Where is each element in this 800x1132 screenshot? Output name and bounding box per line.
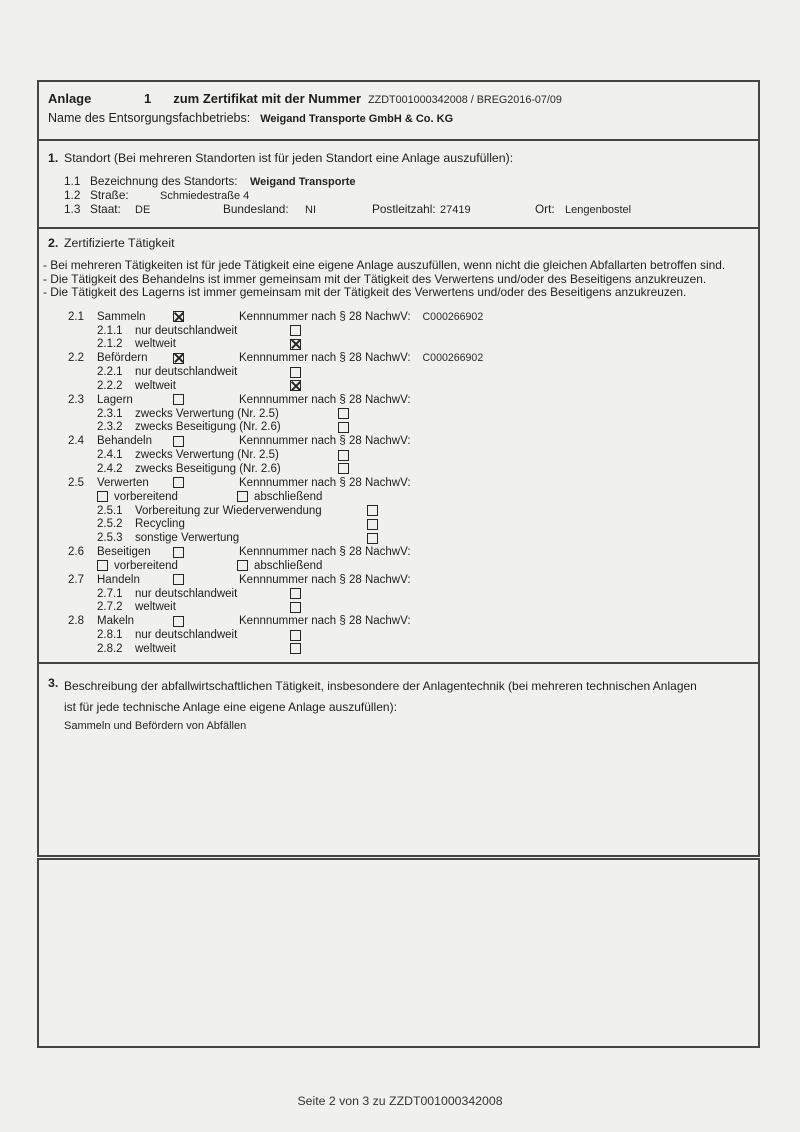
subrow-label: zwecks Verwertung (Nr. 2.5) [135, 449, 279, 462]
strasse-label: Straße: [90, 188, 129, 202]
subrow-label: weltweit [135, 338, 176, 351]
activity-label: Beseitigen [97, 546, 151, 559]
wiederverwendung-checkbox[interactable] [367, 505, 378, 516]
behandeln-checkbox[interactable] [173, 436, 184, 447]
subrow-num: 2.7.2 [97, 601, 123, 614]
abschliessend-label: abschließend [254, 490, 323, 503]
activity-subrow [97, 407, 758, 421]
section1-heading [48, 151, 758, 165]
abschliessend-label: abschließend [254, 559, 323, 572]
nur-deutschlandweit-checkbox[interactable] [290, 367, 301, 378]
section-standort-box [37, 139, 760, 229]
beseitigen-mode-row [97, 559, 758, 573]
weltweit-checkbox[interactable] [290, 380, 301, 391]
subrow-label: nur deutschlandweit [135, 366, 238, 379]
zwecks-beseitigung-checkbox[interactable] [338, 463, 349, 474]
subrow-num: 2.1.1 [97, 324, 123, 337]
activity-row-behandeln [68, 434, 758, 448]
subrow-label: sonstige Verwertung [135, 532, 240, 545]
abschliessend-checkbox[interactable] [237, 491, 248, 502]
subrow-num: 2.8.2 [97, 642, 123, 655]
subrow-num: 2.2.1 [97, 366, 123, 379]
nur-deutschlandweit-checkbox[interactable] [290, 325, 301, 336]
verwerten-mode-row [97, 490, 758, 504]
subrow-num: 2.4.2 [97, 462, 123, 475]
subrow-label: weltweit [135, 642, 176, 655]
kennnummer-label: Kennnummer nach § 28 NachwV: [239, 615, 411, 628]
weltweit-checkbox[interactable] [290, 339, 301, 350]
section2-title: Zertifizierte Tätigkeit [64, 236, 175, 250]
subrow-num: 2.4.1 [97, 449, 123, 462]
subrow-label: nur deutschlandweit [135, 629, 238, 642]
vorbereitend-checkbox[interactable] [97, 560, 108, 571]
vorbereitend-label: vorbereitend [114, 559, 178, 572]
activity-list [68, 310, 758, 656]
subrow-label: nur deutschlandweit [135, 324, 238, 337]
activity-subrow [97, 337, 758, 351]
subrow-num: 2.5.1 [97, 504, 123, 517]
row-staat [64, 202, 758, 216]
activity-label: Behandeln [97, 435, 152, 448]
activity-subrow [97, 365, 758, 379]
weltweit-checkbox[interactable] [290, 643, 301, 654]
activity-num: 2.8 [68, 615, 84, 628]
staat-value: DE [135, 204, 151, 216]
staat-label: Staat: [90, 202, 121, 216]
title-rest: zum Zertifikat mit der Nummer [173, 91, 362, 106]
postleitzahl-label: Postleitzahl: [372, 202, 436, 216]
activity-row-sammeln [68, 310, 758, 324]
ort-value: Lengenbostel [565, 204, 632, 216]
section3-title: Beschreibung der abfallwirtschaftlichen Tätigkeit, insbesondere der Anlagentechnik (bei mehreren technischen Anlagen ist für jede technische Anlage eine eigene Anlage auszufüllen): [64, 679, 697, 714]
postleitzahl-value: 27419 [440, 204, 471, 216]
activity-label: Handeln [97, 573, 140, 586]
activity-row-handeln [68, 573, 758, 587]
activity-num: 2.2 [68, 352, 84, 365]
activity-row-beseitigen [68, 545, 758, 559]
section-taetigkeit-box [37, 227, 760, 664]
zwecks-verwertung-checkbox[interactable] [338, 408, 349, 419]
activity-subrow [97, 642, 758, 656]
page-footer: Seite 2 von 3 zu ZZDT001000342008 [297, 1094, 503, 1108]
lagern-checkbox[interactable] [173, 394, 184, 405]
section1-number: 1. [48, 151, 59, 165]
activity-label: Befördern [97, 352, 148, 365]
activity-num: 2.3 [68, 393, 84, 406]
row-number: 1.1 [64, 174, 81, 188]
subrow-num: 2.1.2 [97, 338, 123, 351]
vorbereitend-label: vorbereitend [114, 490, 178, 503]
bezeichnung-value: Weigand Transporte [250, 176, 356, 188]
section2-number: 2. [48, 236, 59, 250]
activity-label: Lagern [97, 393, 133, 406]
kennnummer-label: Kennnummer nach § 28 NachwV: [239, 476, 411, 489]
section2-heading [48, 236, 758, 250]
activity-num: 2.4 [68, 435, 84, 448]
vorbereitend-checkbox[interactable] [97, 491, 108, 502]
sonstige-verwertung-checkbox[interactable] [367, 533, 378, 544]
row-number: 1.3 [64, 202, 81, 216]
activity-subrow [97, 587, 758, 601]
bundesland-value: NI [305, 204, 316, 216]
empty-continuation-box [37, 858, 760, 1048]
activity-label: Verwerten [97, 476, 149, 489]
note-line: - Die Tätigkeit des Behandelns ist immer gemeinsam mit der Tätigkeit des Verwertens und/oder des Beseitigens anzukreuzen. [43, 271, 707, 286]
activity-subrow [97, 448, 758, 462]
activity-subrow [97, 517, 758, 531]
certificate-form [37, 80, 760, 1048]
subrow-num: 2.5.3 [97, 532, 123, 545]
section1-title: Standort (Bei mehreren Standorten ist für jeden Standort eine Anlage auszufüllen): [64, 151, 514, 165]
kennnummer-label: Kennnummer nach § 28 NachwV: [239, 310, 411, 323]
form-header-box [37, 80, 760, 141]
activity-row-lagern [68, 393, 758, 407]
ort-label: Ort: [535, 202, 555, 216]
subrow-label: Vorbereitung zur Wiederverwendung [135, 504, 322, 517]
zwecks-verwertung-checkbox[interactable] [338, 450, 349, 461]
zwecks-beseitigung-checkbox[interactable] [338, 422, 349, 433]
anlage-number: 1 [144, 91, 152, 106]
certificate-number: ZZDT001000342008 / BREG2016-07/09 [368, 94, 562, 106]
activity-subrow [97, 421, 758, 435]
activity-label: Sammeln [97, 310, 146, 323]
activity-num: 2.7 [68, 573, 84, 586]
kennnummer-value: C000266902 [422, 352, 484, 365]
activity-num: 2.6 [68, 546, 84, 559]
subrow-label: zwecks Verwertung (Nr. 2.5) [135, 407, 279, 420]
subrow-label: zwecks Beseitigung (Nr. 2.6) [135, 462, 281, 475]
weltweit-checkbox[interactable] [290, 602, 301, 613]
makeln-checkbox[interactable] [173, 616, 184, 627]
row-strasse [64, 188, 758, 202]
subrow-label: weltweit [135, 601, 176, 614]
verwerten-checkbox[interactable] [173, 477, 184, 488]
nur-deutschlandweit-checkbox[interactable] [290, 588, 301, 599]
anlage-label: Anlage [48, 91, 92, 106]
activity-label: Makeln [97, 615, 135, 628]
subrow-num: 2.7.1 [97, 587, 123, 600]
activity-num: 2.1 [68, 310, 84, 323]
strasse-value: Schmiedestraße 4 [160, 190, 250, 202]
handeln-checkbox[interactable] [173, 574, 184, 585]
beschreibung-value: Sammeln und Befördern von Abfällen [64, 720, 247, 732]
activity-subrow [97, 379, 758, 393]
activity-row-makeln [68, 614, 758, 628]
activity-subrow [97, 462, 758, 476]
activity-subrow [97, 324, 758, 338]
sammeln-checkbox[interactable] [173, 311, 184, 322]
activity-subrow [97, 504, 758, 518]
beseitigen-checkbox[interactable] [173, 547, 184, 558]
recycling-checkbox[interactable] [367, 519, 378, 530]
activity-subrow [97, 531, 758, 545]
kennnummer-label: Kennnummer nach § 28 NachwV: [239, 352, 411, 365]
subrow-num: 2.2.2 [97, 379, 123, 392]
section3-number: 3. [48, 676, 59, 690]
subrow-label: weltweit [135, 379, 176, 392]
kennnummer-value: C000266902 [422, 310, 484, 323]
activity-row-befoerdern [68, 351, 758, 365]
befoerdern-checkbox[interactable] [173, 353, 184, 364]
section2-notes [43, 259, 758, 300]
company-line [48, 111, 758, 125]
section1-rows [64, 174, 758, 216]
section-beschreibung-box [37, 662, 760, 857]
note-line: - Die Tätigkeit des Lagerns ist immer gemeinsam mit der Tätigkeit des Verwertens und/oder des Beseitigens anzukreuzen. [43, 285, 687, 300]
company-label: Name des Entsorgungsfachbetriebs: [48, 111, 251, 125]
activity-row-verwerten [68, 476, 758, 490]
company-name: Weigand Transporte GmbH & Co. KG [260, 113, 454, 125]
kennnummer-label: Kennnummer nach § 28 NachwV: [239, 435, 411, 448]
activity-subrow [97, 628, 758, 642]
bundesland-label: Bundesland: [223, 202, 289, 216]
subrow-num: 2.5.2 [97, 518, 123, 531]
subrow-num: 2.8.1 [97, 629, 123, 642]
bezeichnung-label: Bezeichnung des Standorts: [90, 174, 238, 188]
note-line: - Bei mehreren Tätigkeiten ist für jede Tätigkeit eine eigene Anlage auszufüllen, wenn nicht die gleichen Abfallarten betroffen sind. [43, 258, 726, 272]
activity-subrow [97, 601, 758, 615]
form-title-line [48, 91, 758, 106]
subrow-label: Recycling [135, 518, 185, 531]
subrow-num: 2.3.2 [97, 421, 123, 434]
kennnummer-label: Kennnummer nach § 28 NachwV: [239, 393, 411, 406]
nur-deutschlandweit-checkbox[interactable] [290, 630, 301, 641]
abschliessend-checkbox[interactable] [237, 560, 248, 571]
subrow-num: 2.3.1 [97, 407, 123, 420]
activity-num: 2.5 [68, 476, 84, 489]
row-number: 1.2 [64, 188, 81, 202]
kennnummer-label: Kennnummer nach § 28 NachwV: [239, 546, 411, 559]
kennnummer-label: Kennnummer nach § 28 NachwV: [239, 573, 411, 586]
row-bezeichnung [64, 174, 758, 188]
subrow-label: zwecks Beseitigung (Nr. 2.6) [135, 421, 281, 434]
section3-heading [48, 676, 758, 717]
subrow-label: nur deutschlandweit [135, 587, 238, 600]
